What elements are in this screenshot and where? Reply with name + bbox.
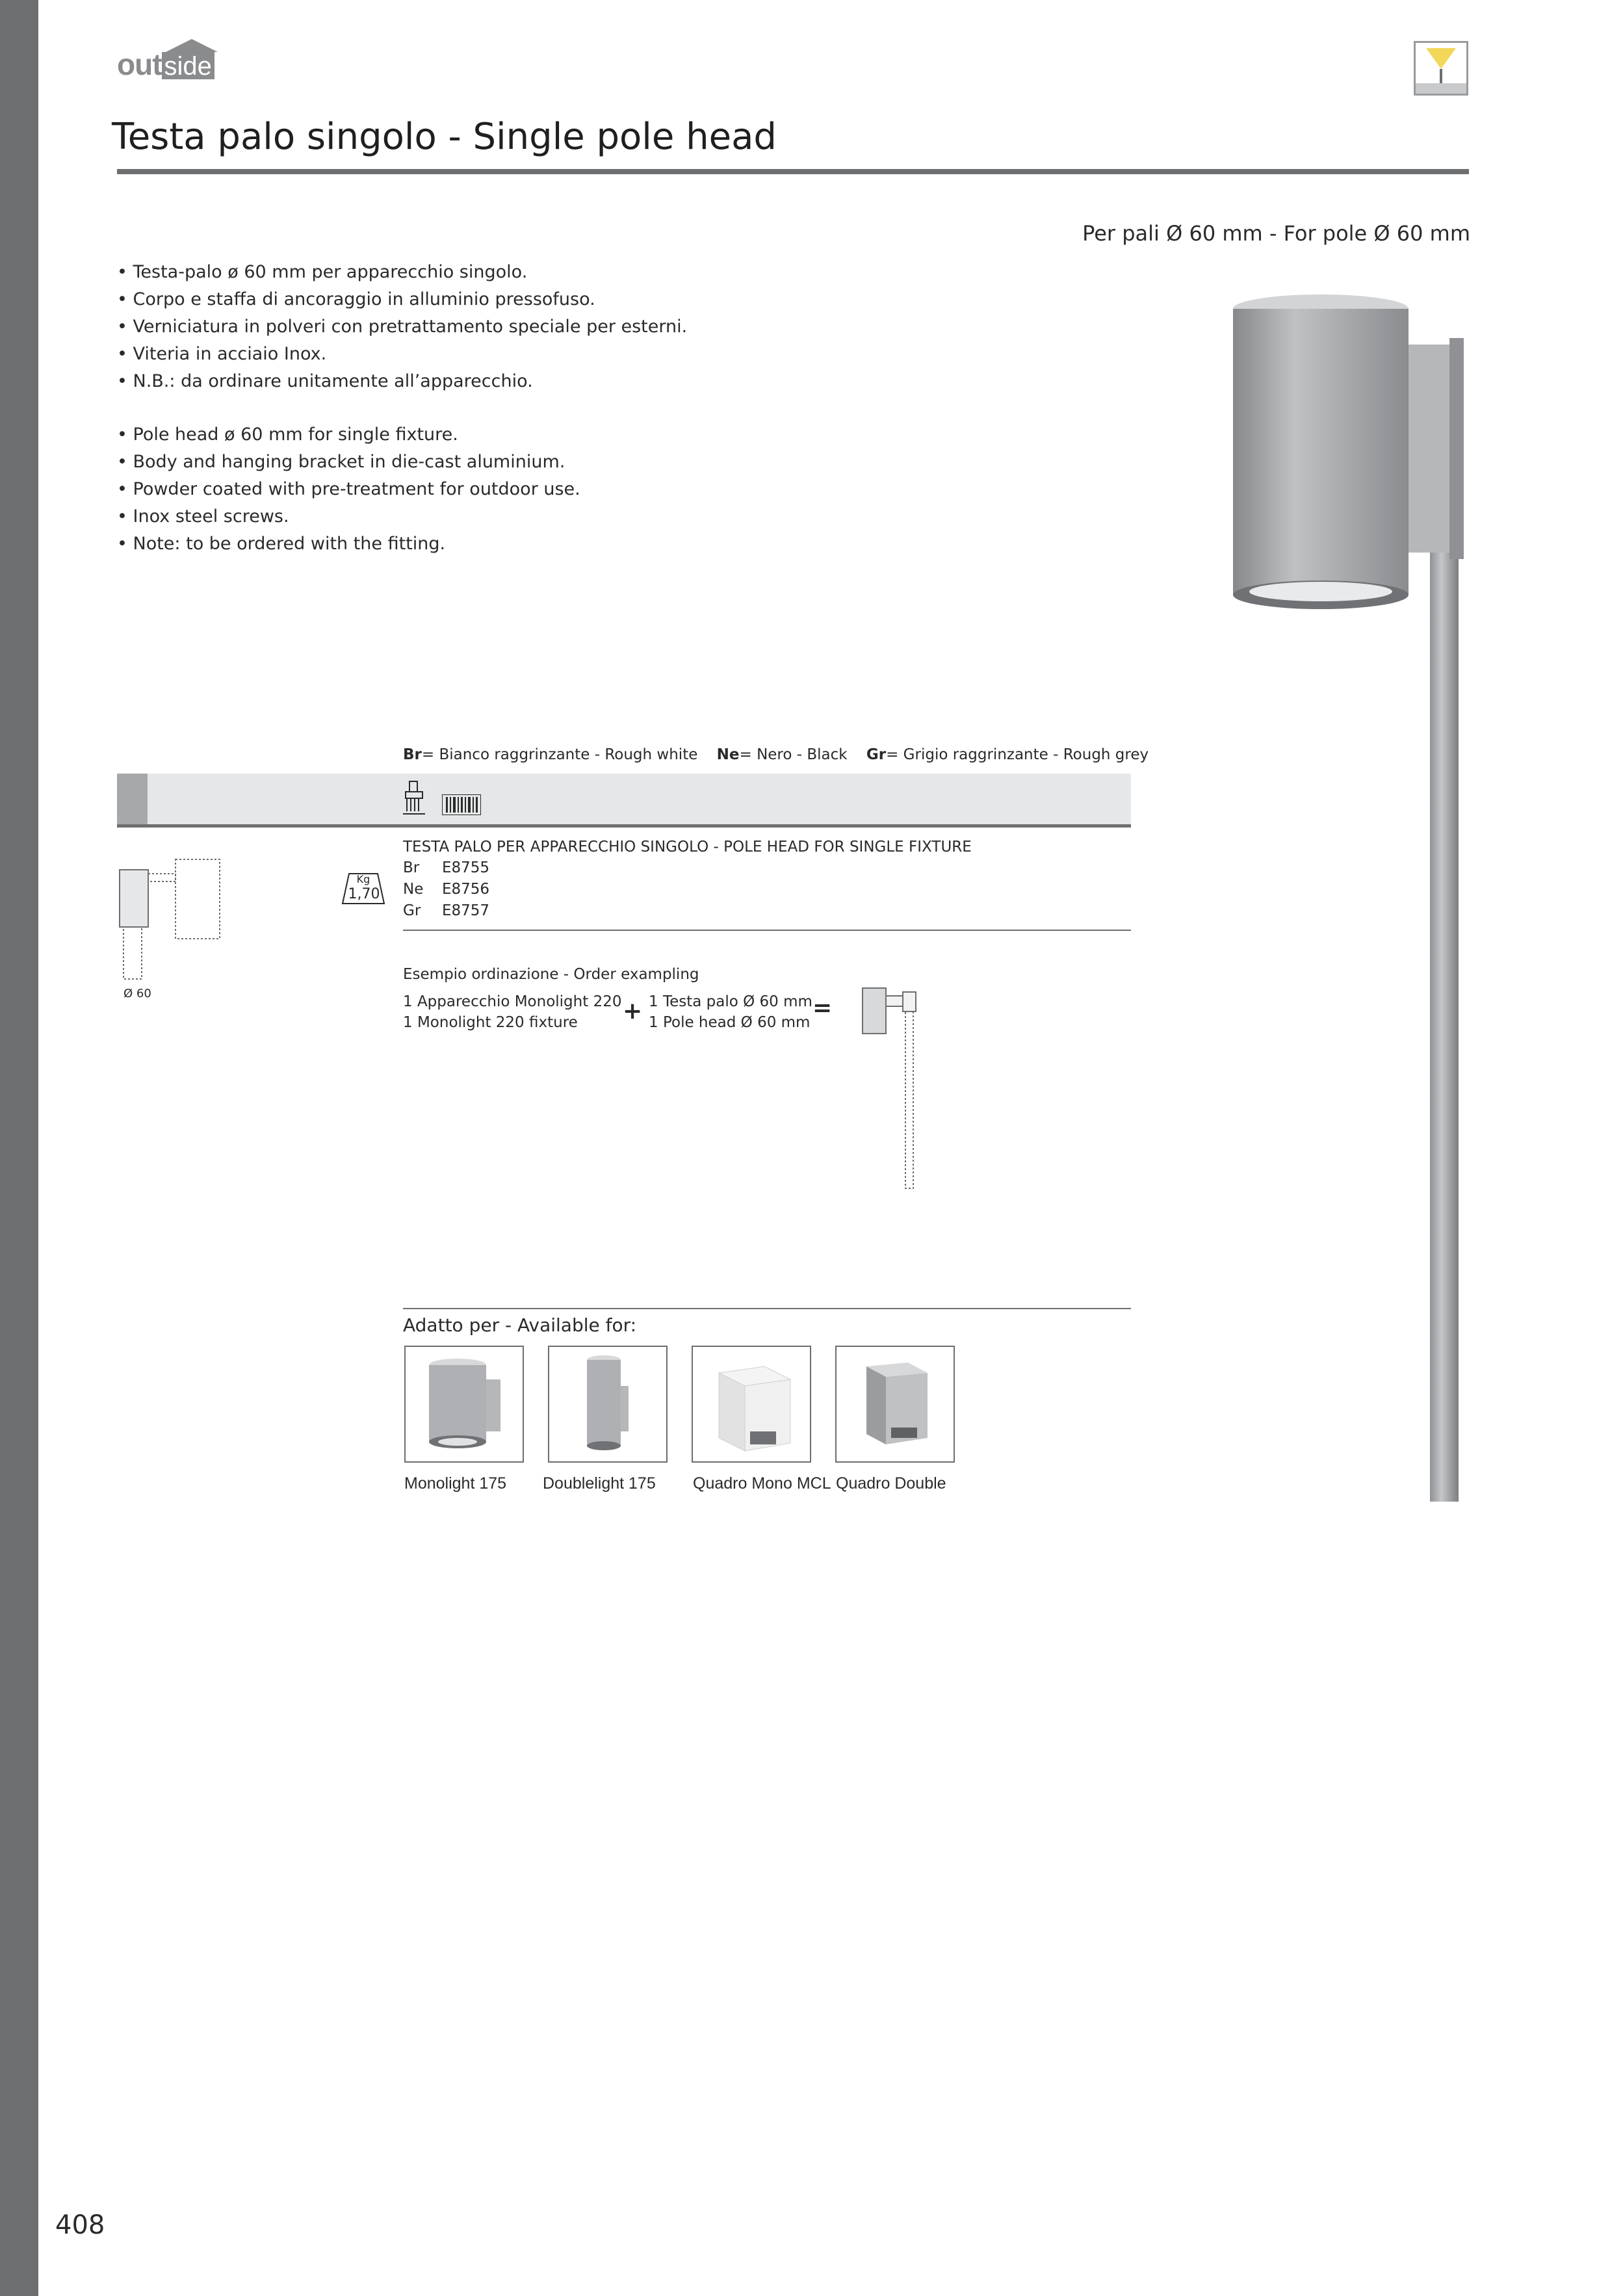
- feature-item: • Testa-palo ø 60 mm per apparecchio singolo.: [117, 262, 528, 282]
- available-item-label: Monolight 175: [404, 1474, 507, 1493]
- table-row: [403, 859, 489, 876]
- legend-text: = Nero - Black: [739, 746, 848, 763]
- barcode-icon: [442, 794, 481, 818]
- equals-sign: =: [812, 995, 833, 1021]
- legend-text: = Bianco raggrinzante - Rough white: [421, 746, 698, 763]
- table-divider: [403, 930, 1131, 931]
- pole-diameter-note: Per pali Ø 60 mm - For pole Ø 60 mm: [1082, 221, 1470, 246]
- page-title: Testa palo singolo - Single pole head: [112, 116, 777, 158]
- legend-text: = Grigio raggrinzante - Rough grey: [886, 746, 1149, 763]
- table-header-rule: [117, 824, 1131, 828]
- page-number: 408: [55, 2210, 105, 2240]
- title-divider: [117, 169, 1469, 174]
- example-polehead-it: 1 Testa palo Ø 60 mm: [649, 993, 812, 1010]
- thumb-monolight-175: [404, 1346, 524, 1463]
- example-fixture-en: 1 Monolight 220 fixture: [403, 1014, 578, 1031]
- feature-item: • Powder coated with pre-treatment for outdoor use.: [117, 479, 580, 499]
- finish-key: Gr: [403, 902, 421, 919]
- legend-key: Br: [403, 746, 422, 763]
- finish-key: Ne: [403, 881, 424, 898]
- available-heading: Adatto per - Available for:: [403, 1314, 637, 1336]
- paint-finish-icon: [403, 780, 425, 819]
- feature-item: • Body and hanging bracket in die-cast aluminium.: [117, 452, 565, 472]
- table-row: [403, 881, 489, 898]
- feature-item: • Pole head ø 60 mm for single fixture.: [117, 424, 458, 445]
- features-english: [117, 421, 580, 558]
- product-code: E8755: [442, 859, 490, 876]
- thumb-quadro-mono-mcl: [692, 1346, 811, 1463]
- feature-item: • Inox steel screws.: [117, 506, 289, 527]
- example-drawing: [861, 987, 926, 1195]
- legend-key: Ne: [716, 746, 740, 763]
- table-header-marker: [117, 774, 148, 826]
- product-code: E8757: [442, 902, 490, 919]
- product-code: E8756: [442, 881, 490, 898]
- features-italian: [117, 259, 687, 395]
- table-row: [403, 902, 489, 919]
- brand-logo: [117, 40, 214, 79]
- example-polehead-en: 1 Pole head Ø 60 mm: [649, 1014, 811, 1031]
- weight-value: 1,70: [348, 886, 380, 902]
- example-heading: Esempio ordinazione - Order exampling: [403, 966, 699, 983]
- logo-side-text: side: [162, 52, 214, 79]
- feature-item: • Viteria in acciaio Inox.: [117, 344, 327, 364]
- legend-key: Gr: [866, 746, 887, 763]
- product-heading: TESTA PALO PER APPARECCHIO SINGOLO - POLE HEAD FOR SINGLE FIXTURE: [403, 839, 972, 855]
- plus-sign: +: [623, 998, 643, 1024]
- category-lamp-icon: [1414, 41, 1468, 96]
- finish-key: Br: [403, 859, 420, 876]
- finish-legend: [403, 746, 1149, 763]
- logo-out-text: out: [117, 47, 162, 81]
- thumb-quadro-double: [835, 1346, 955, 1463]
- available-item-label: Quadro Double: [836, 1474, 946, 1493]
- available-divider: [403, 1308, 1131, 1309]
- diameter-label: Ø 60: [123, 987, 151, 1000]
- feature-item: • N.B.: da ordinare unitamente all’apparecchio.: [117, 371, 533, 391]
- technical-drawing: [117, 858, 234, 982]
- feature-item: • Corpo e staffa di ancoraggio in alluminio pressofuso.: [117, 289, 595, 309]
- feature-item: • Verniciatura in polveri con pretrattamento speciale per esterni.: [117, 317, 688, 337]
- available-item-label: Quadro Mono MCL: [693, 1474, 831, 1493]
- side-bar: [0, 0, 38, 2296]
- example-fixture-it: 1 Apparecchio Monolight 220: [403, 993, 622, 1010]
- thumb-doublelight-175: [548, 1346, 668, 1463]
- weight-unit: Kg: [356, 873, 370, 885]
- feature-item: • Note: to be ordered with the fitting.: [117, 534, 446, 554]
- product-photo: [1196, 280, 1495, 1502]
- available-item-label: Doublelight 175: [543, 1474, 656, 1493]
- table-header-band: [117, 774, 1131, 826]
